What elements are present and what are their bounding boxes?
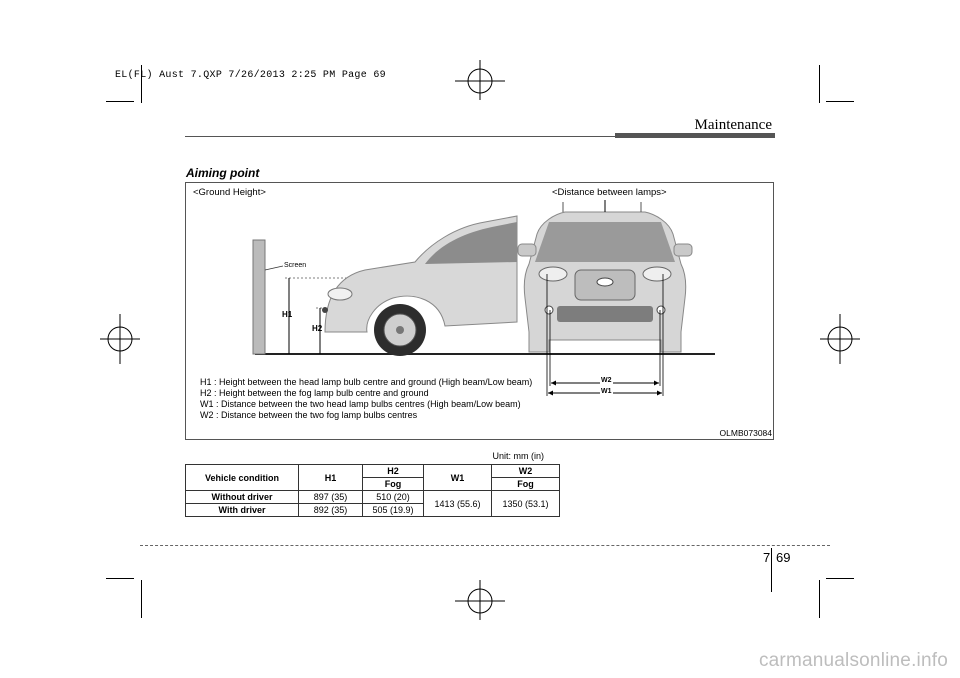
h2-label: H2 — [312, 324, 323, 333]
site-watermark: carmanualsonline.info — [758, 650, 948, 671]
header-rule — [185, 136, 615, 137]
row-h1: 892 (35) — [299, 504, 363, 517]
row-condition: Without driver — [186, 491, 299, 504]
legend-h2: H2 : Height between the fog lamp bulb centre and ground — [200, 388, 429, 398]
figure-legend — [200, 377, 532, 421]
table-row — [186, 491, 560, 504]
table-header-row — [186, 465, 560, 478]
w2-label: W2 — [601, 377, 612, 384]
page-number: 69 — [776, 550, 791, 565]
print-slug: EL(FL) Aust 7.QXP 7/26/2013 2:25 PM Page 69 — [115, 70, 386, 81]
header-w2-fog: Fog — [492, 478, 560, 491]
footer-rule — [140, 545, 830, 546]
w2-value: 1350 (53.1) — [492, 491, 560, 517]
header-h1: H1 — [299, 465, 363, 491]
legend-w1: W1 : Distance between the two head lamp bulbs centres (High beam/Low beam) — [200, 399, 521, 409]
section-title: Maintenance — [694, 117, 772, 133]
row-condition: With driver — [186, 504, 299, 517]
figure-code: OLMB073084 — [719, 428, 772, 438]
screen-label: Screen — [284, 262, 307, 269]
subheading: Aiming point — [186, 166, 260, 180]
unit-label: Unit: mm (in) — [492, 451, 544, 461]
ground-height-title: <Ground Height> — [193, 187, 266, 198]
aiming-spec-table — [185, 464, 560, 517]
row-h1: 897 (35) — [299, 491, 363, 504]
row-h2: 510 (20) — [363, 491, 424, 504]
row-h2: 505 (19.9) — [363, 504, 424, 517]
header-vehicle-condition: Vehicle condition — [186, 465, 299, 491]
chapter-number: 7 — [763, 550, 771, 565]
header-h2: H2 — [363, 465, 424, 478]
header-w1: W1 — [424, 465, 492, 491]
legend-h1: H1 : Height between the head lamp bulb centre and ground (High beam/Low beam) — [200, 377, 533, 387]
w1-label: W1 — [601, 388, 612, 395]
w1-value: 1413 (55.6) — [424, 491, 492, 517]
header-rule-accent — [615, 133, 775, 138]
page-number-separator — [771, 548, 772, 592]
legend-w2: W2 : Distance between the two fog lamp bulbs centres — [200, 410, 418, 420]
header-w2: W2 — [492, 465, 560, 478]
lamp-distance-title: <Distance between lamps> — [552, 187, 667, 198]
h1-label: H1 — [282, 310, 293, 319]
header-h2-fog: Fog — [363, 478, 424, 491]
